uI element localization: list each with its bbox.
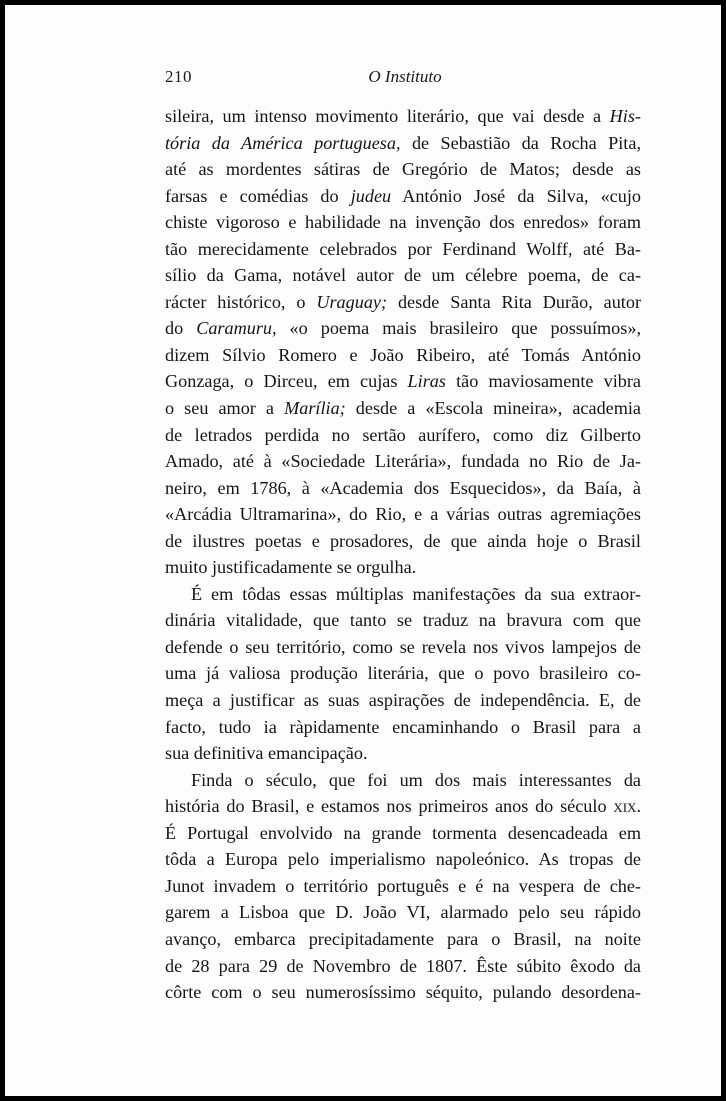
text-segment: É em tôdas essas múltiplas manifestações da sua extraor- <box>191 583 641 604</box>
text-line <box>165 953 641 980</box>
text-line <box>165 607 641 634</box>
italic-text: Uraguay; <box>316 291 388 312</box>
text-segment: dizem Sílvio Romero e João Ribeiro, até Tomás António <box>165 344 641 365</box>
text-segment: o seu amor a <box>165 398 285 419</box>
text-segment: Amado, até à «Sociedade Literária», fundada no Rio de Ja- <box>165 451 641 472</box>
text-line <box>165 926 641 953</box>
text-line <box>165 315 641 342</box>
text-segment: desde Santa Rita Durão, autor <box>387 291 641 312</box>
text-line <box>165 767 641 794</box>
text-segment: até as mordentes sátiras de Gregório de Matos; desde as <box>165 159 641 180</box>
text-line <box>165 183 641 210</box>
text-line <box>165 899 641 926</box>
text-line <box>165 873 641 900</box>
text-segment: sílio da Gama, notável autor de um célebre poema, de ca- <box>165 265 641 286</box>
italic-text: His- <box>609 106 641 126</box>
text-segment: história do Brasil, e estamos nos primeiros anos do século <box>165 796 614 817</box>
text-segment: «Arcádia Ultramarina», do Rio, e a várias outras agremiações <box>165 504 641 525</box>
text-segment: «o poema mais brasileiro que possuímos», <box>276 318 641 339</box>
text-line <box>165 395 641 422</box>
text-segment: António José da Silva, «cujo <box>391 185 641 206</box>
text-segment: de letrados perdida no sertão aurífero, como diz Gilberto <box>165 424 641 445</box>
text-line <box>165 448 641 475</box>
text-line <box>165 130 641 157</box>
text-segment: Gonzaga, o Dirceu, em cujas <box>165 371 408 392</box>
text-segment: sileira, um intenso movimento literário, que vai desde a <box>165 106 610 126</box>
text-segment: garem a Lisboa que D. João VI, alarmado pelo seu rápido <box>165 902 641 923</box>
text-line <box>165 687 641 714</box>
text-segment: uma já valiosa produção literária, que o povo brasileiro co- <box>165 663 641 684</box>
running-head <box>165 67 645 91</box>
text-segment: do <box>165 318 197 339</box>
running-title: O Instituto <box>368 67 442 86</box>
text-segment: tôda a Europa pelo imperialismo napoleónico. As tropas de <box>165 849 641 870</box>
text-segment: côrte com o seu numerosíssimo séquito, pulando desordena- <box>165 982 641 1003</box>
text-segment: Junot invadem o território português e é na vespera de che- <box>165 875 641 896</box>
small-caps-text: xix. <box>613 796 641 817</box>
text-segment: neiro, em 1786, à «Academia dos Esquecidos», da Baía, à <box>165 477 641 498</box>
text-segment: tão maviosamente vibra <box>445 371 641 392</box>
text-segment: avanço, embarca precipitadamente para o Brasil, na noite <box>165 928 641 949</box>
text-segment: de Sebastião da Rocha Pita, <box>400 132 641 153</box>
text-line <box>165 714 641 741</box>
text-line <box>165 289 641 316</box>
italic-text: tória da América portuguesa, <box>165 132 401 153</box>
text-line <box>165 979 641 1006</box>
text-line <box>165 501 641 528</box>
italic-text: Marília; <box>284 398 346 419</box>
text-segment: chiste vigoroso e habilidade na invenção dos enredos» foram <box>165 212 641 233</box>
text-line <box>165 368 641 395</box>
text-line <box>165 581 641 608</box>
text-segment: Finda o século, que foi um dos mais interessantes da <box>191 769 641 790</box>
text-line <box>165 660 641 687</box>
text-segment: rácter histórico, o <box>165 291 317 312</box>
text-segment: meça a justificar as suas aspirações de independência. E, de <box>165 690 641 711</box>
text-segment: tão merecidamente celebrados por Ferdinand Wolff, até Ba- <box>165 238 641 259</box>
text-line <box>165 103 641 130</box>
text-line <box>165 793 641 820</box>
text-segment: muito justificadamente se orgulha. <box>165 557 417 578</box>
body-text <box>165 103 641 1006</box>
text-segment: farsas e comédias do <box>165 185 351 206</box>
text-line <box>165 342 641 369</box>
text-line <box>165 236 641 263</box>
italic-text: Caramuru, <box>196 318 277 339</box>
text-line <box>165 820 641 847</box>
text-segment: defende o seu território, como se revela nos vivos lampejos de <box>165 636 641 657</box>
italic-text: judeu <box>350 185 392 206</box>
text-line <box>165 262 641 289</box>
text-segment: de 28 para 29 de Novembro de 1807. Êste súbito êxodo da <box>165 955 641 976</box>
text-line <box>165 846 641 873</box>
book-page <box>5 5 721 1096</box>
text-line <box>165 634 641 661</box>
text-line <box>165 422 641 449</box>
text-line <box>165 475 641 502</box>
text-segment: sua definitiva emancipação. <box>165 743 368 764</box>
text-segment: de ilustres poetas e prosadores, de que ainda hoje o Brasil <box>165 530 641 551</box>
text-line <box>165 528 641 555</box>
text-line <box>165 740 641 767</box>
text-segment: É Portugal envolvido na grande tormenta desencadeada em <box>165 822 641 843</box>
text-line <box>165 156 641 183</box>
text-segment: facto, tudo ia ràpidamente encaminhando o Brasil para a <box>165 716 641 737</box>
page-number: 210 <box>165 67 192 86</box>
italic-text: Liras <box>407 371 446 392</box>
text-segment: desde a «Escola mineira», academia <box>345 398 642 419</box>
text-line <box>165 209 641 236</box>
text-segment: dinária vitalidade, que tanto se traduz na bravura com que <box>165 610 641 631</box>
text-line <box>165 554 641 581</box>
